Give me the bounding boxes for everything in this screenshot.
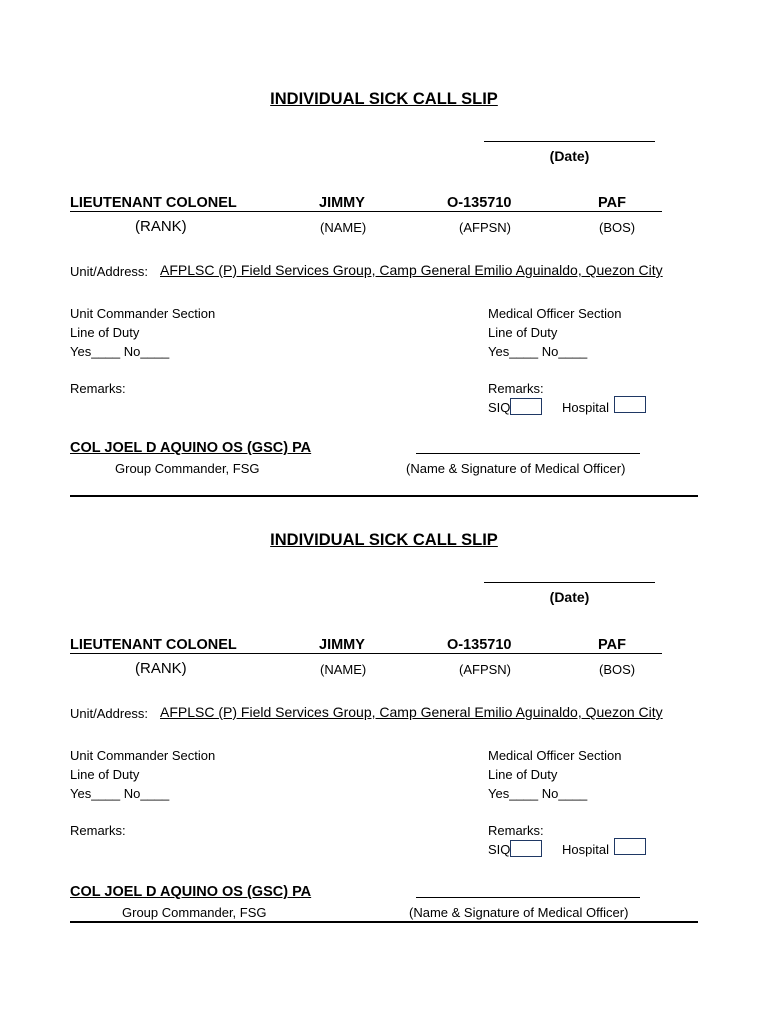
mo-remarks: Remarks: [488, 381, 544, 396]
bos-caption: (BOS) [599, 662, 636, 677]
medical-officer-section: Medical Officer Section [488, 306, 622, 321]
rank-value: LIEUTENANT COLONEL [70, 637, 237, 653]
unit-commander-section: Unit Commander Section [70, 748, 216, 763]
name-value: JIMMY [319, 195, 365, 211]
name-caption: (NAME) [320, 662, 367, 677]
slip-title: INDIVIDUAL SICK CALL SLIP [270, 90, 498, 108]
mo-yes-no: Yes____ No____ [488, 786, 588, 801]
date-line [484, 582, 655, 583]
medical-officer-section: Medical Officer Section [488, 748, 622, 763]
slip-title: INDIVIDUAL SICK CALL SLIP [270, 531, 498, 549]
siq-label: SIQ [488, 400, 511, 415]
unit-commander-section: Unit Commander Section [70, 306, 216, 321]
afpsn-caption: (AFPSN) [459, 662, 511, 677]
mo-line-of-duty: Line of Duty [488, 325, 558, 340]
siq-checkbox[interactable] [510, 840, 542, 857]
commander-title: Group Commander, FSG [122, 905, 267, 920]
bos-value: PAF [598, 637, 626, 653]
unit-address-label: Unit/Address: [70, 706, 149, 721]
afpsn-caption: (AFPSN) [459, 220, 511, 235]
uc-line-of-duty: Line of Duty [70, 767, 140, 782]
hospital-checkbox[interactable] [614, 838, 646, 855]
hospital-label: Hospital [562, 400, 609, 415]
slip-bottom-rule [70, 921, 698, 923]
commander-name: COL JOEL D AQUINO OS (GSC) PA [70, 884, 312, 900]
uc-line-of-duty: Line of Duty [70, 325, 140, 340]
rank-caption: (RANK) [135, 660, 187, 677]
rank-caption: (RANK) [135, 218, 187, 235]
slip-divider [70, 495, 698, 497]
unit-address-label: Unit/Address: [70, 264, 149, 279]
rank-row-underline [70, 653, 662, 654]
uc-yes-no: Yes____ No____ [70, 786, 170, 801]
commander-name: COL JOEL D AQUINO OS (GSC) PA [70, 440, 312, 456]
unit-address-value: AFPLSC (P) Field Services Group, Camp General Emilio Aguinaldo, Quezon City [160, 262, 663, 278]
hospital-label: Hospital [562, 842, 609, 857]
mo-yes-no: Yes____ No____ [488, 344, 588, 359]
commander-title: Group Commander, FSG [115, 461, 260, 476]
bos-caption: (BOS) [599, 220, 636, 235]
uc-remarks: Remarks: [70, 381, 126, 396]
date-label: (Date) [549, 589, 590, 605]
mo-line-of-duty: Line of Duty [488, 767, 558, 782]
name-value: JIMMY [319, 637, 365, 653]
siq-label: SIQ [488, 842, 511, 857]
name-caption: (NAME) [320, 220, 367, 235]
mo-signature-caption: (Name & Signature of Medical Officer) [406, 461, 626, 476]
afpsn-value: O-135710 [447, 195, 512, 211]
mo-signature-caption: (Name & Signature of Medical Officer) [409, 905, 629, 920]
rank-value: LIEUTENANT COLONEL [70, 195, 237, 211]
uc-yes-no: Yes____ No____ [70, 344, 170, 359]
date-label: (Date) [549, 148, 590, 164]
uc-remarks: Remarks: [70, 823, 126, 838]
unit-address-value: AFPLSC (P) Field Services Group, Camp General Emilio Aguinaldo, Quezon City [160, 704, 663, 720]
mo-signature-line [416, 897, 640, 898]
bos-value: PAF [598, 195, 626, 211]
mo-remarks: Remarks: [488, 823, 544, 838]
afpsn-value: O-135710 [447, 637, 512, 653]
